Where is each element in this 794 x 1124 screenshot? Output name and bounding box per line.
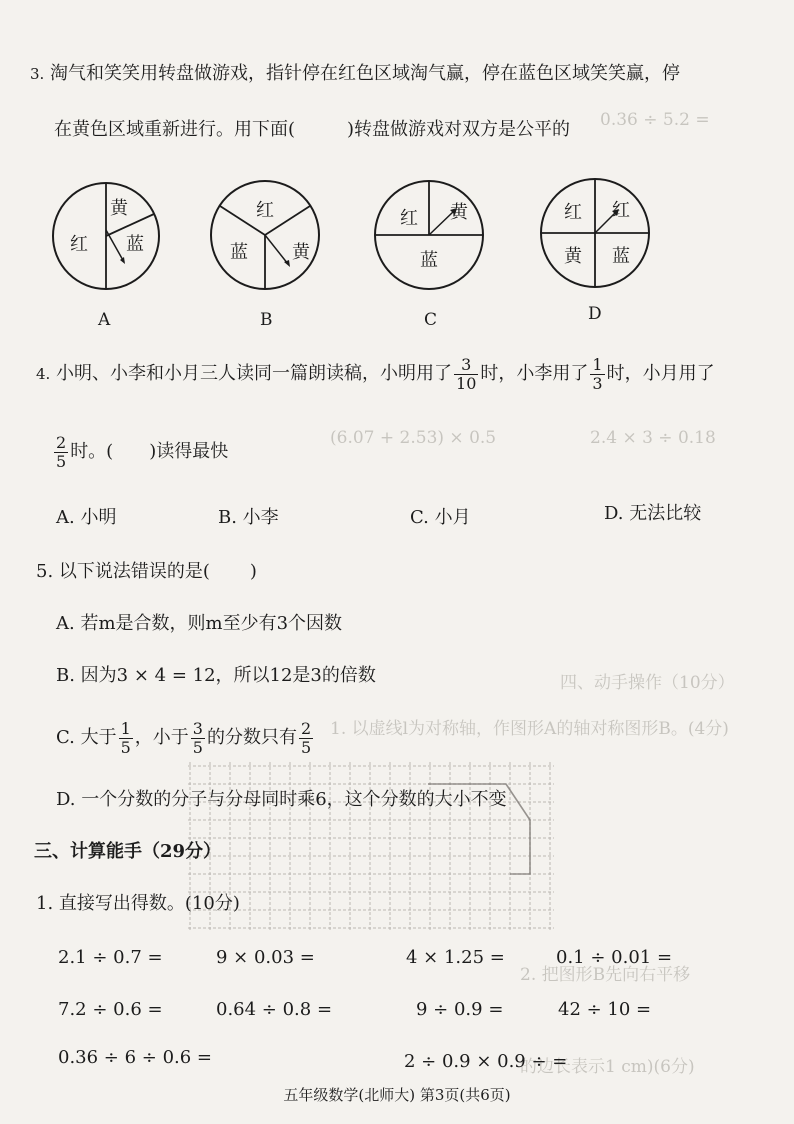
spinner-c-drawing: [372, 178, 486, 292]
spinner-c-caption: C: [424, 310, 438, 330]
ghost-text: 0.36 ÷ 5.2 =: [600, 110, 710, 130]
q3-line2: 在黄色区域重新进行。用下面( )转盘做游戏对双方是公平的: [54, 119, 571, 140]
spinner-c: [372, 178, 486, 292]
spinner-a-caption: A: [98, 310, 111, 330]
q4-option-d: D. 无法比较: [604, 503, 702, 524]
sector-label: 红: [256, 200, 274, 221]
sector-label: 黄: [292, 242, 310, 263]
q4-option-c: C. 小月: [410, 507, 471, 528]
spinner-a: [50, 180, 162, 292]
q4-line1: 4. 小明、小李和小月三人读同一篇朗读稿，小明用了 $\frac{3}{10}$ 时，小李用了 $\frac{1}{3}$ 时，小月用了: [36, 354, 715, 393]
q5-option-c: C. 大于 $\frac{1}{5}$ ，小于 $\frac{3}{5}$ 的分数只有 $\frac{2}{5}$: [56, 718, 312, 757]
fraction: $\frac{3}{10}$: [456, 354, 477, 393]
calc-item: 9 ÷ 0.9 =: [416, 999, 504, 1020]
calc-item: 7.2 ÷ 0.6 =: [58, 999, 163, 1020]
q3-line1: [30, 62, 680, 86]
sector-label: 红: [564, 202, 582, 223]
page-footer: 五年级数学(北师大) 第3页(共6页): [283, 1086, 511, 1104]
q5-stem: 5. 以下说法错误的是( ): [36, 561, 257, 582]
sector-label: 蓝: [230, 242, 248, 263]
sector-label: 红: [70, 234, 88, 255]
fraction: $\frac{3}{5}$: [192, 718, 203, 757]
calc-item: 9 × 0.03 =: [216, 947, 315, 968]
calc-item: 0.36 ÷ 6 ÷ 0.6 =: [58, 1047, 213, 1068]
sector-label: 蓝: [420, 250, 438, 271]
calc-item: 0.1 ÷ 0.01 =: [556, 947, 673, 968]
ghost-text: 的边长表示1 cm)(6分): [520, 1057, 695, 1077]
ghost-text: 四、动手操作（10分）: [560, 673, 735, 693]
ghost-text: 1. 以虚线l为对称轴，作图形A的轴对称图形B。(4分): [330, 719, 729, 739]
calc-item: 2 ÷ 0.9 × 0.9 ÷ =: [404, 1051, 568, 1072]
q4-line2: $\frac{2}{5}$ 时。( )读得最快: [56, 432, 229, 471]
sector-label: 黄: [110, 198, 128, 219]
q4-option-b: B. 小李: [218, 507, 279, 528]
sector-label: 红: [612, 200, 630, 221]
fraction: $\frac{1}{3}$: [592, 354, 603, 393]
sector-label: 蓝: [126, 234, 144, 255]
calc-item: 0.64 ÷ 0.8 =: [216, 999, 333, 1020]
fraction: $\frac{2}{5}$: [300, 718, 312, 757]
calc-item: 2.1 ÷ 0.7 =: [58, 947, 163, 968]
sector-label: 黄: [450, 202, 468, 223]
spinner-d: [538, 176, 652, 290]
ghost-text: 2. 把图形B先向右平移: [520, 965, 691, 985]
spinner-d-caption: D: [588, 304, 602, 324]
section-3-sub1: 1. 直接写出得数。(10分): [36, 893, 240, 914]
spinner-d-drawing: [538, 176, 652, 290]
q5-option-b: B. 因为3 × 4 = 12，所以12是3的倍数: [56, 665, 376, 686]
section-3-title: 三、计算能手（29分）: [34, 841, 222, 862]
q5-option-a: A. 若m是合数，则m至少有3个因数: [56, 613, 343, 634]
fraction: $\frac{2}{5}$: [56, 432, 67, 471]
q4-option-a: A. 小明: [56, 507, 117, 528]
ghost-text: 2.4 × 3 ÷ 0.18: [590, 428, 716, 448]
q5-option-d: D. 一个分数的分子与分母同时乘6，这个分数的大小不变: [56, 789, 507, 810]
ghost-text: (6.07 + 2.53) × 0.5: [330, 428, 497, 448]
spinner-b: [208, 178, 322, 292]
sector-label: 红: [400, 208, 418, 229]
calc-item: 4 × 1.25 =: [406, 947, 505, 968]
spinner-b-caption: B: [260, 310, 273, 330]
fraction: $\frac{1}{5}$: [120, 718, 131, 757]
calc-item: 42 ÷ 10 =: [558, 999, 652, 1020]
q3-text: 淘气和笑笑用转盘做游戏，指针停在红色区域淘气赢，停在蓝色区域笑笑赢，停: [50, 63, 681, 84]
q3-number: 3.: [30, 65, 45, 83]
sector-label: 黄: [564, 246, 582, 267]
sector-label: 蓝: [612, 246, 630, 267]
